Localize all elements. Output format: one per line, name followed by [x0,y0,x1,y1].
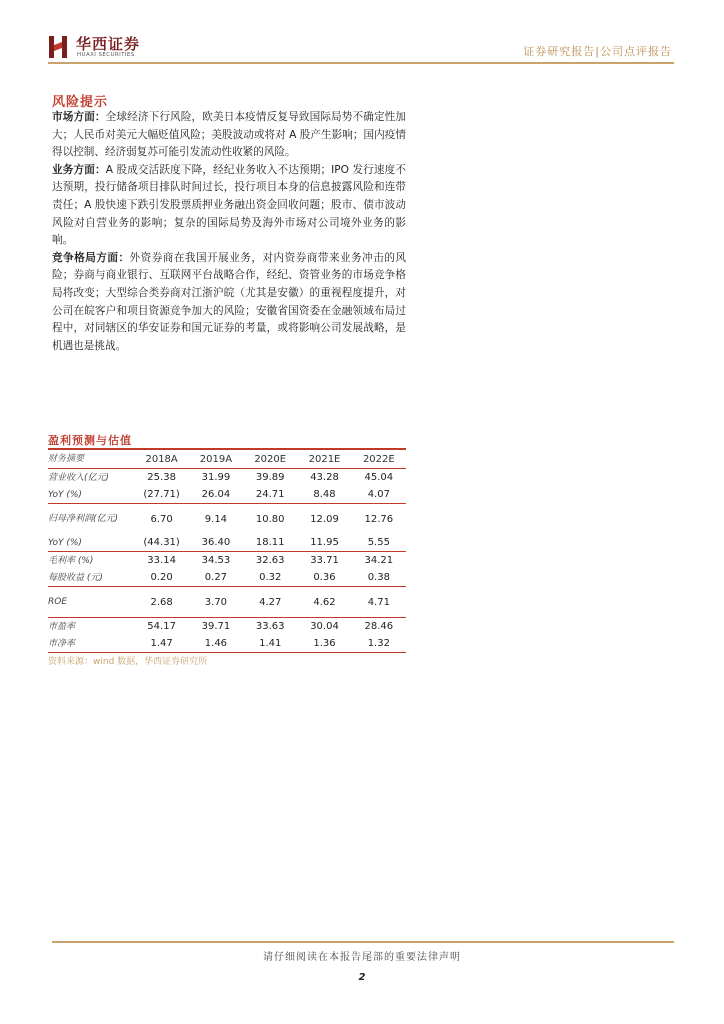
huaxi-logo-icon [48,33,70,59]
risk-text: 外资券商在我国开展业务，对内资券商带来业务冲击的风险；券商与商业银行、互联网平台战略合作，经纪、资管业务的市场竞争格局将改变；大型综合类券商对江浙沪皖（尤其是安徽）的重视程度提升，对公司在皖客户和项目资源竞争加大的风险；安徽省国资委在金融领域布局过程中，对同辖区的华安证券和国元证券的考量，或将影响公司发展战略，是机遇也是挑战。 [52,251,407,352]
footer-divider [52,941,674,943]
risk-body [52,109,406,355]
table-cell: 5.55 [352,534,406,552]
table-header-row [48,450,406,469]
header-cell: 2022E [352,450,406,469]
table-row [48,469,406,487]
row-label: 毛利率 (%) [48,555,94,566]
table-cell: 24.71 [243,486,297,504]
table-cell: 33.14 [147,555,176,566]
risk-text: 全球经济下行风险，欧美日本疫情反复导致国际局势不确定性加大；人民币对美元大幅贬值风险；美股波动或将对 A 股产生影响；国内疫情得以控制、经济弱复苏可能引发流动性收紧的风险。 [52,111,407,159]
table-cell: 1.46 [189,635,243,653]
risk-text: A 股成交活跃度下降，经纪业务收入不达预期；IPO 发行速度不达预期，投行储备项目排队时间过长，投行项目本身的信息披露风险和连带责任；A 股快速下跌引发股票质押业务融出资金回收问题；股市、债市波动风险对自营业务的影响；复杂的国际局势及海外市场对公司境外业务的影响。 [52,163,406,247]
logo-name-en: HUAXI SECURITIES [77,52,135,58]
header-cell: 2019A [189,450,243,469]
row-label: 市净率 [48,635,134,653]
table-cell: 1.47 [134,635,188,653]
risk-paragraph-market [52,109,406,162]
table-row [48,569,406,587]
table-cell: 0.38 [352,569,406,587]
row-label: 市盈率 [48,621,76,632]
legal-notice: 请仔细阅读在本报告尾部的重要法律声明 [263,952,461,963]
risk-section-title: 风险提示 [52,95,109,110]
row-label: ROE [48,587,134,618]
table-row [48,587,406,618]
table-cell: 31.99 [201,472,231,483]
table-cell: 8.48 [297,486,351,504]
table-cell: 4.27 [243,587,297,618]
table-cell: 30.04 [310,621,339,632]
row-label: 营业收入(亿元) [48,472,110,483]
header-cell: 2020E [243,450,297,469]
row-label: 每股收益 (元) [48,569,134,587]
table-cell: 34.53 [201,555,231,566]
table-cell: 9.14 [204,513,228,525]
header-cell: 2018A [134,450,188,469]
risk-label: 业务方面： [52,163,106,176]
table-cell: 4.62 [297,587,351,618]
table-cell: 39.89 [255,472,285,483]
financial-summary-table [48,450,406,653]
row-label: 归母净利润(亿元) [48,514,119,524]
table-cell: 3.70 [189,587,243,618]
table-row [48,618,406,636]
table-cell: 11.95 [297,534,351,552]
logo-name-cn: 华西证券 [76,35,141,53]
table-source-note: 资料来源：wind 数据，华西证券研究所 [48,657,208,667]
table-cell: 0.20 [134,569,188,587]
table-cell: 0.36 [297,569,351,587]
table-row [48,504,406,535]
table-cell: 34.21 [364,555,394,566]
risk-paragraph-competition [52,250,406,356]
table-cell: 12.09 [310,513,339,525]
table-cell: 1.36 [297,635,351,653]
header-cell: 财务摘要 [48,450,134,469]
report-type-label: 证券研究报告|公司点评报告 [523,45,672,58]
table-cell: 0.27 [189,569,243,587]
table-cell: 25.38 [147,472,176,483]
table-cell: 26.04 [189,486,243,504]
table-cell: 2.68 [134,587,188,618]
table-cell: 12.76 [364,513,394,525]
table-row [48,534,406,552]
page-number: 2 [358,972,366,983]
table-cell: 10.80 [255,513,285,525]
table-row [48,486,406,504]
table-cell: (44.31) [134,534,188,552]
table-cell: 45.04 [364,472,394,483]
table-cell: 33.71 [310,555,339,566]
risk-label: 市场方面： [52,111,106,123]
table-cell: 1.32 [352,635,406,653]
risk-label: 竞争格局方面： [52,251,130,264]
table-title: 盈利预测与估值 [48,434,132,447]
table-cell: 6.70 [150,513,173,525]
table-cell: 4.71 [352,587,406,618]
table-cell: 43.28 [310,472,339,483]
table-cell: 36.40 [189,534,243,552]
table-cell: 0.32 [243,569,297,587]
table-cell: 54.17 [147,621,176,632]
table-row [48,635,406,653]
table-cell: 32.63 [255,555,285,566]
table-cell: 39.71 [201,621,231,632]
table-cell: 1.41 [243,635,297,653]
table-cell: (27.71) [134,486,188,504]
row-label: YoY (%) [48,486,134,504]
row-label: YoY (%) [48,534,134,552]
header-cell: 2021E [297,450,351,469]
table-row [48,552,406,570]
risk-paragraph-business [52,162,406,250]
header-divider [48,62,674,64]
table-cell: 28.46 [364,621,394,632]
table-cell: 18.11 [243,534,297,552]
table-cell: 33.63 [255,621,285,632]
table-cell: 4.07 [352,486,406,504]
company-logo [48,33,168,63]
